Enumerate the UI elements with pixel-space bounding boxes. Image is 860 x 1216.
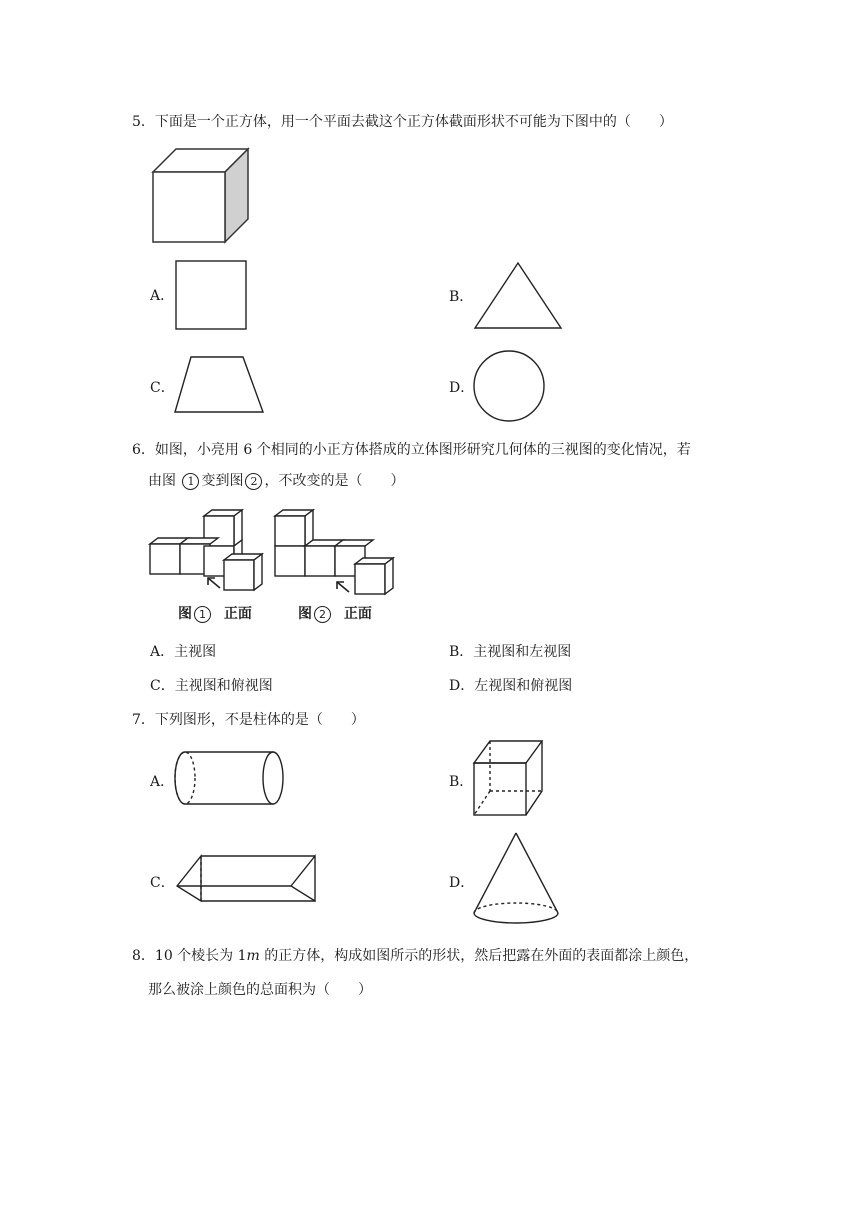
q6-option-c[interactable]: C．主视图和俯视图	[150, 678, 273, 694]
q8-text-start: 8．10 个棱长为 1	[132, 948, 247, 964]
cube-wireframe-shape[interactable]	[472, 739, 546, 819]
figure-2-view-label: 正面	[343, 606, 372, 622]
q8-stem-line1	[132, 947, 698, 965]
q5-stem: 5．下面是一个正方体，用一个平面去截这个正方体截面形状不可能为下图中的（ ）	[132, 114, 673, 130]
figure-1-caption: 图 1 正面	[178, 606, 252, 622]
q6-option-a[interactable]: A．主视图	[150, 644, 217, 660]
q7-option-c-label[interactable]: C．	[150, 875, 175, 891]
q5-option-a-label[interactable]: A．	[150, 288, 175, 304]
circled-1-icon: 1	[194, 606, 211, 623]
q5-option-c-label[interactable]: C．	[150, 380, 175, 396]
circled-2-icon: 2	[245, 473, 262, 490]
q6-stem-line2	[148, 472, 404, 490]
figure-1-view-label: 正面	[223, 606, 252, 622]
cube-figure	[150, 146, 250, 242]
q8-unit: m	[246, 948, 260, 964]
square-shape[interactable]	[175, 260, 247, 330]
q5-option-d-label[interactable]: D．	[449, 380, 475, 396]
triangle-shape[interactable]	[472, 261, 564, 331]
q6-tail-text: ，不改变的是（ ）	[264, 473, 405, 489]
triangular-prism-shape[interactable]	[175, 853, 319, 909]
figure-1-cubes	[148, 508, 268, 600]
q6-option-b[interactable]: B．主视图和左视图	[449, 644, 572, 660]
q8-stem-line2: 那么被涂上颜色的总面积为（ ）	[148, 982, 372, 998]
figure-2-caption: 图 2 正面	[298, 606, 372, 622]
cone-shape[interactable]	[472, 831, 562, 925]
trapezoid-shape[interactable]	[173, 354, 265, 414]
circle-shape[interactable]	[472, 349, 548, 425]
q5-option-b-label[interactable]: B．	[449, 289, 474, 305]
circled-2-icon: 2	[314, 606, 331, 623]
q6-from-text: 由图	[148, 473, 176, 489]
figure-2-cubes	[273, 508, 393, 600]
cylinder-shape[interactable]	[173, 750, 287, 810]
q7-option-d-label[interactable]: D．	[449, 875, 475, 891]
q6-to-text: 变到图	[201, 473, 244, 489]
q7-option-a-label[interactable]: A．	[150, 774, 175, 790]
q6-stem-line1: 6．如图，小亮用 6 个相同的小正方体搭成的立体图形研究几何体的三视图的变化情况，若	[132, 442, 691, 458]
q7-stem: 7．下列图形，不是柱体的是（ ）	[132, 712, 365, 728]
q7-option-b-label[interactable]: B．	[449, 774, 474, 790]
q6-option-d[interactable]: D．左视图和俯视图	[449, 678, 573, 694]
q8-text-end: 的正方体，构成如图所示的形状，然后把露在外面的表面都涂上颜色，	[259, 948, 699, 964]
circled-1-icon: 1	[182, 473, 199, 490]
